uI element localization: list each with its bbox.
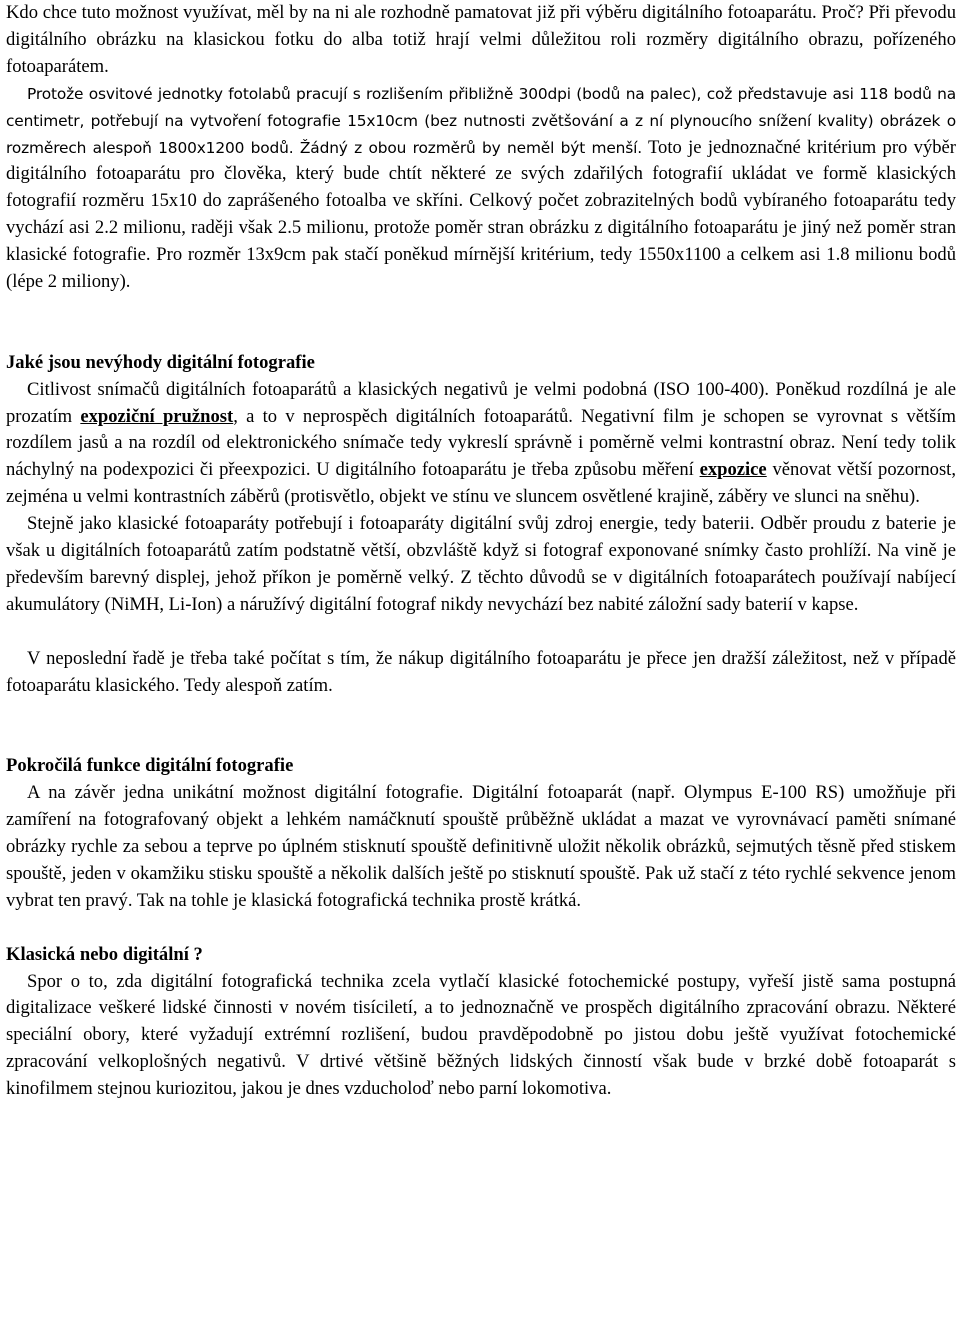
advanced-text: A na závěr jedna unikátní možnost digitální fotografie. Digitální fotoaparát (např. Olympus E-100 RS) umožňuje při zamíření na fotografovaný objekt a lehkém namáčknutí spouště průběžně ukládat a mazat ve vyrovnávací paměti snímané obrázky rychle za sebou a teprve po úplném stisknutí spouště definitivně uložit několik obrázků, sejmutých těsně před stiskem spouště, jeden v okamžiku stisku spouště a několik dalších ještě po stisknutí spouště. Pak už stačí z této rychlé sekvence jenom vybrat ten pravý. Tak na tohle je klasická fotografická technika prostě krátká. xyxy=(6,782,956,911)
disadvantages-paragraph-2 xyxy=(6,511,956,619)
spacer xyxy=(6,726,956,753)
resolution-text-serif: Toto je jednoznačné kritérium pro výběr digitálního fotoaparátu pro člověka, který bude chtít některé ze svých zdařilých fotografií ukládat ve formě klasických fotografií rozměru 15x10 do zaprášeného fotoalba ve skříni. Celkový počet zobrazitelných bodů vybíraného fotoaparátu tedy vychází asi 2.2 milionu, raději však 2.5 milionu, protože poměr stran obrázku z digitálního fotoaparátu je jiný než poměr stran klasické fotografie. Pro rozměr 13x9cm pak stačí poněkud mírnější kritérium, tedy 1550x1100 a celkem asi 1.8 milionu bodů (lépe 2 miliony). xyxy=(6,136,956,293)
classic-text: Spor o to, zda digitální fotografická technika zcela vytlačí klasické fotochemické postupy, vyřeší jistě sama postupná digitalizace veškeré lidské činnosti v novém tisíciletí, a to jednoznačně ve prospěch digitálního zpracování obrazu. Některé speciální obory, které vyžadují extrémní rozlišení, budou pravděpodobně po jistou dobu ještě využívat fotochemické zpracování velkoplošných negativů. V drtivé většině běžných lidských činností však bude v brzké době fotoaparát s kinofilmem stejnou kuriozitou, jakou je dnes vzducholoď nebo parní lokomotiva. xyxy=(6,970,956,1100)
document-page xyxy=(6,0,956,1103)
classic-paragraph xyxy=(6,969,956,1104)
disadvantages-paragraph-1 xyxy=(6,377,956,512)
spacer xyxy=(6,296,956,323)
link-exposure-latitude[interactable]: expoziční pružnost xyxy=(80,405,234,427)
disadvantages-text: věnovat větší pozornost, zejména u velmi kontrastních záběrů (protisvětlo, objekt ve stínu ve sluncem osvětlené krajině, záběry ve slunci na sněhu). xyxy=(6,459,957,508)
heading-classic-or-digital: Klasická nebo digitální ? xyxy=(6,943,203,965)
spacer xyxy=(6,619,956,646)
spacer xyxy=(6,915,956,942)
disadvantages-text: Citlivost snímačů digitálních fotoaparátů a klasických negativů je velmi podobná (ISO 100-400). Poněkud rozdílná je ale prozatím xyxy=(6,378,956,427)
disadvantages-text: , a to v neprospěch digitálních fotoaparátů. Negativní film je schopen se vyrovnat s větším rozdílem jasů a na rozdíl od elektronického snímače tedy vykreslí správně i poměrně velmi kontrastní obraz. Není tedy tolik náchylný na podexpozici či přeexpozici. U digitálního fotoaparátu je třeba způsobu měření xyxy=(6,405,956,481)
disadvantages-paragraph-3 xyxy=(6,646,956,700)
resolution-paragraph xyxy=(6,81,956,296)
heading-disadvantages: Jaké jsou nevýhody digitální fotografie xyxy=(6,351,315,373)
price-text: V neposlední řadě je třeba také počítat s tím, že nákup digitálního fotoaparátu je přece jen dražší záležitost, než v případě fotoaparátu klasického. Tedy alespoň zatím. xyxy=(6,647,956,696)
spacer xyxy=(6,700,956,727)
advanced-paragraph xyxy=(6,780,956,915)
battery-text: Stejně jako klasické fotoaparáty potřebují i fotoaparáty digitální svůj zdroj energie, tedy baterii. Odběr proudu z baterie je však u digitálních fotoaparátů zatím podstatně větší, obzvláště když si fotograf exponované snímky často prohlíží. Na vině je především barevný displej, jehož příkon je poměrně velký. Z těchto důvodů se v digitálních fotoaparátech používají nabíjecí akumulátory (NiMH, Li-Ion) a náružívý digitální fotograf nikdy nevychází bez nabité záložní sady baterií v kapse. xyxy=(6,513,956,615)
link-exposure[interactable]: expozice xyxy=(699,459,767,481)
spacer xyxy=(6,323,956,350)
resolution-text-sans: Protože osvitové jednotky fotolabů pracují s rozlišením přibližně 300dpi (bodů na palec), což představuje asi 118 bodů na centimetr, potřebují na vytvoření fotografie 15x10cm (bez nutnosti zvětšování a z ní plynoucího snížení kvality) obrázek o rozměrech alespoň 1800x1200 bodů. Žádný z obou rozměrů by neměl být menší. xyxy=(6,84,956,157)
intro-paragraph xyxy=(6,0,956,81)
intro-text: Kdo chce tuto možnost využívat, měl by na ni ale rozhodně pamatovat již při výběru digitálního fotoaparátu. Proč? Při převodu digitálního obrázku na klasickou fotku do alba totiž hrají velmi důležitou roli rozměry digitálního obrazu, pořízeného fotoaparátem. xyxy=(6,2,956,77)
heading-advanced: Pokročilá funkce digitální fotografie xyxy=(6,755,294,777)
